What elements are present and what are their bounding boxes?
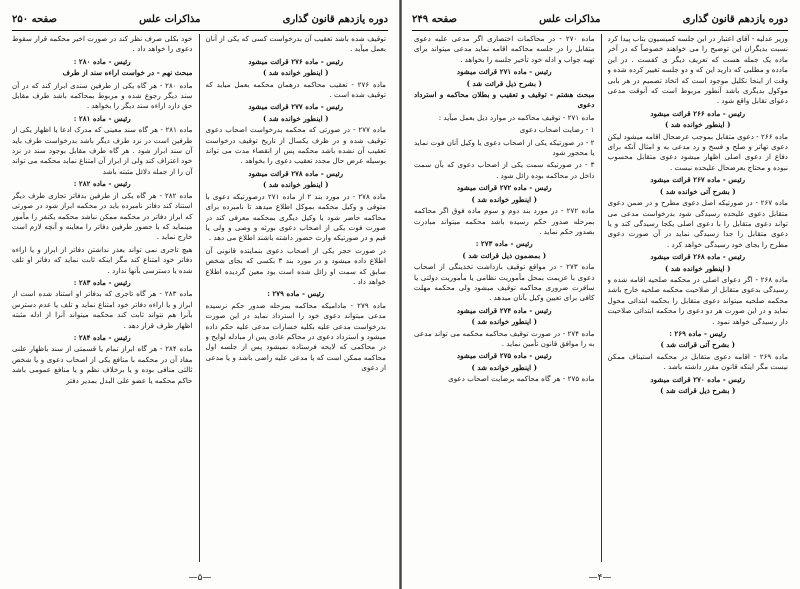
left-page-label: صفحه ۲۵۰	[12, 13, 57, 25]
left-page-header	[12, 8, 388, 31]
right-page-label: صفحه ۲۴۹	[412, 13, 457, 25]
article-paragraph: ماده ۲۸۱ - هر گاه سند معینی که مدرک ادعا یا اظهار یکی از طرفین است در نزد طرف دیگر باشد بدرخواست طرف باید آن سند ابراز شود . هر گاه طرف مقابل بوجود سند در نزد خود اعتراف کند ولی از ابراز آن امتناع نماید محکمه می تواند آن را از جمله دلائل مثبته باشد	[12, 125, 193, 176]
speaker-line: رئیس - ماده ۲۸۱ :	[73, 113, 131, 123]
article-paragraph: ماده ۲۷۴ - در صورت توقیف محاکمه محکمه می تواند مدعی به را موافق قانون تأمین نماید .	[414, 328, 595, 348]
article-paragraph: توقیف شده باشد تعقیب آن بدرخواست کسی که یکی از آنان بعمل میآید .	[205, 34, 386, 54]
left-series-title: مذاکرات علس	[139, 13, 201, 25]
speaker-line: رئیس - ماده ۲۸۴ :	[73, 332, 131, 342]
speaker-line: رئیس - ماده ۲۷۱ قرائت میشود	[456, 67, 552, 77]
article-paragraph: ۱ - رضایت اصحاب دعوی	[519, 125, 595, 135]
left-session-title: دوره یازدهم قانون گذاری	[282, 13, 388, 25]
speaker-line: رئیس - ماده ۲۶۶ قرائت میشود	[650, 108, 746, 118]
right-page-columns	[414, 34, 788, 562]
speaker-line: رئیس - ماده ۲۷۹ :	[267, 289, 325, 299]
speaker-line: رئیس - ماده ۲۶۸ قرائت میشود	[650, 252, 746, 262]
article-paragraph: ماده ۲۶۸ - اگر دعوای اصلی در محکمه صلحیه اقامه شده و رسیدگی بدعوی متقابل از صلاحیت محکمه صلحیه خارج باشد محکمه صلحیه میتواند دعوی متقابل را بحکمه ابتدائی محول نماید و در این صورت هر دو دعوی را محکمه ابتدائی صلاحیت دار رسیدگی خواهد نمود .	[607, 274, 788, 326]
section-heading: مبحث نهم - در خواست اراءه سند از طرف	[62, 68, 193, 78]
article-paragraph: ۳ - در صورتیکه سمت یکی از اصحاب دعوی که بآن سمت داخل در محاکمه بوده زائل شود .	[414, 160, 595, 180]
right-page-number: —۴—	[588, 573, 612, 583]
speaker-line: رئیس - ماده ۲۸۳ :	[73, 277, 131, 287]
speaker-line: ( بشرح ذیل قرائت شد )	[660, 386, 736, 395]
speaker-line: رئیس - ماده ۲۶۷ قرائت میشود	[650, 175, 746, 185]
speaker-line: رئیس - ماده ۲۸۰ :	[73, 56, 131, 66]
left-page-column-right	[206, 34, 387, 562]
article-paragraph: ماده ۲۶۶ - دعوی متقابل بموجب عرضحال اقامه میشود لیکن دعوی تهاتر و صلح و فسخ و رد مدعی به و امثال آنکه برای دفاع از دعوی اصلی اظهار میشود دعوی متقابل محسوب نبوده و محتاج بعرضحال علیحده نیست .	[607, 131, 788, 172]
article-paragraph: ماده ۲۷۷ - در صورتی که محکمه بدرخواست اصحاب دعوی توقیف شده و در ظرف یکسال از تاریخ توقیف درخواست تعقیب آن نشده باشد محکمه پس از انقضاء مدت می تواند بوسیله عرض حال مجدد تعقیب دعوی را بخواهد .	[205, 125, 386, 166]
speaker-line: ( اینطور خوانده شد )	[471, 317, 538, 327]
speaker-line: رئیس - ماده ۲۷۶ قرائت میشود	[248, 56, 344, 66]
article-paragraph: ۲ - در صورتیکه یکی از اصحاب دعوی یا وکیل آنان فوت نماید یا محجور شود	[414, 137, 595, 158]
speaker-line: رئیس - ماده ۲۷۴ قرائت میشود	[456, 305, 552, 315]
speaker-line: ( اینطور خوانده شد )	[262, 113, 329, 123]
article-paragraph: ماده ۲۷۱ - توقیف محاکمه در موارد ذیل بعمل میآید :	[438, 112, 595, 122]
speaker-line: رئیس - ماده ۲۷۲ قرائت میشود	[456, 183, 552, 193]
article-paragraph: خود بکلی صرف نظر کند در صورت اخیر محکمه قرار سقوط دعوی را خواهد داد .	[12, 34, 193, 54]
speaker-line: رئیس - ماده ۲۸۲ :	[73, 179, 131, 189]
speaker-line: رئیس - ماده ۲۷۷ قرائت میشود	[248, 102, 344, 112]
speaker-line: ( بشرح ذیل قرائت شد )	[466, 78, 542, 88]
speaker-line: ( بشرح آتی خوانده شد )	[659, 186, 736, 196]
left-page-number: —۵—	[188, 573, 212, 583]
article-paragraph: ماده ۲۶۷ - در صورتیکه اصل دعوی مطرح و در ضمن دعوی متقابل دعوی علیحده رسیدگی شود بدرخواست مدعی می تواند دعوی متقابل را با دعوی اصلی یکجا رسیدگی کند و یا دعوی متقابل را جدا رسیدگی نماید در آن صورت دعوی مطرح را بجای خود رسیدگی خواهد کرد .	[607, 198, 788, 249]
speaker-line: رئیس - ماده ۲۷۳ :	[475, 239, 533, 249]
column-divider	[199, 34, 200, 562]
article-paragraph: در صورت حجر یکی از اصحاب دعوی بنماینده قانونی آن اطلاع داده میشود و در مورد بند ۳ بکسی که بجای شخص سابق که سمت او زائل شده است بود معین گردیده اطلاع خواهد داد .	[205, 245, 386, 286]
speaker-line: ( بمضمون ذیل قرائت شد )	[462, 250, 547, 260]
column-divider	[601, 34, 602, 562]
right-page-column-left	[414, 34, 595, 562]
article-paragraph: ماده ۲۸۳ - هر گاه تاجری که بدفاتر او استناد شده است از ابراز و یا اراءه دفاتر خود امتناع نماید و تلف یا عدم دسترس بآنرا هم نتواند ثابت کند محکمه میتواند آنرا از ادله مثبته اظهار طرف قرار دهد .	[12, 289, 193, 330]
speaker-line: ( اینطور خوانده شد )	[664, 263, 731, 273]
article-paragraph: وزیر عدلیه - آقای اعتبار در این جلسه کمیسیون بتاب پیدا کرد نسبت بدیگران این توضیح را می خواهند خصوصاً که در آخر ماده یک جمله هست که تعریف دیگر ی کفست . در این مادده و مطلبی که دارید این که و دو جلسه تغییر کرده شده و وقت از اینجا نکلیل موجود است که اتخاذ تصمیم در هر بابی موکول بدیگری باشد آنطور مربوط است که آنوقت مدعی دعوای تقابل واقع شود .	[607, 34, 788, 106]
speaker-line: ( اینطور خوانده شد )	[262, 180, 329, 190]
article-paragraph: ماده ۲۶۹ - اقامه دعوی متقابل در محکمه استیناف ممکن نیست مگر اینکه قانون مقرر داشته باشد .	[607, 351, 788, 372]
speaker-line: ( اینطور خوانده شد )	[471, 362, 538, 372]
speaker-line: رئیس - ماده ۲۶۹ :	[669, 328, 727, 338]
right-series-title: مذاکرات علس	[539, 13, 601, 25]
left-page-column-left	[12, 34, 193, 562]
speaker-line: ( اینطور خوانده شد )	[471, 194, 538, 204]
article-paragraph: ماده ۲۸۴ - هر گاه ابراز تمام یا قسمتی از سند باظهار علنی مفاد آن در محکمه با منافع یکی از اصحاب دعوی و یا شخص ثالثی منافی بوده و یا برخلاف نظم و یا منافع عمومی باشد حاکم محکمه یا عضو علی البدل بمدیر دفتر	[12, 344, 193, 385]
speaker-line: ( اینطور خوانده شد )	[664, 120, 731, 130]
article-paragraph: ماده ۲۷۹ - مادامیکه محاکمه بمرحله صدور حکم نرسیده مدعی میتواند دعوی خود را استرداد نماید در این صورت بدرخواست مدعی علیه بکلیه خسارات مدعی علیه حکم داده میشود و استرداد دعوی در محاکم عادی پس از مبادله لوایح و در محاکمی که لایحه فرستاده نمیشود پس از جلسه اول محاکمه ممکن است که یا مدعی علیه راضی باشد و یا مدعی از دعوی	[205, 300, 386, 373]
article-paragraph: ماده ۲۷۳ - در مواقع توقیف بازداشت تخذینگی از اصحاب دعوی با عزیمت بمحل مأموریت نظامی یا مأموریت دولتی یا سافرت ضروری محاکمه توقیف میشود ولی محکمه مهلت کافی برای تعیین وکیل بآنان میدهد .	[414, 262, 595, 303]
speaker-line: رئیس - ماده ۲۷۵ قرائت میشود	[456, 351, 552, 361]
article-paragraph: ماده ۲۸۰ - هر گاه یکی از طرفین سندی ابراز کند که در آن سند دیگر رجوع شده و مربوط بمحاکمه باشد طرف مقابل حق دارد اراءه سند دیگر را بخواهد .	[12, 80, 193, 111]
article-paragraph: ماده ۲۷۵ - هر گاه محاکمه برضایت اصحاب دعوی	[448, 374, 595, 384]
article-paragraph: هیچ تاجری نمی تواند بعذر نداشتن دفاتر از ابراز و یا اراءه دفاتر خود امتناع کند مگر اینکه ثابت نماید که دفاتر او تلف شده یا دسترسی بآنها ندارد .	[12, 244, 193, 275]
article-paragraph: ماده ۲۷۸ - در مورد بند ۲ از ماده ۲۷۱ درصورتیکه دعوی با متوفی و وکیل محکمه بموکل اطلاع میدهد تا نامبرده برای محاکمه حاضر شود یا وکیل دیگری بمحکمه معرفی کند در صورت فوت یکی از اصحاب دعوی بورثه و وصی و ولی یا قیم و در صورتیکه وارث حضور داشته باشند اطلاع می دهد .	[205, 191, 386, 243]
speaker-line: رئیس - ماده ۲۷۸ قرائت میشود	[248, 168, 344, 178]
right-page-header	[412, 8, 788, 31]
article-paragraph: ماده ۲۸۲ - هر گاه یکی از طرفین بدفاتر تجاری طرف دیگر استناد کند دفاتر نامبرده باید در محکمه ابراز شود در صورتی که ابراز دفاتر در محکمه ممکن نباشد محکمه یکنفر را مأمور مینماید که با حضور طرفین دفاتر را معاینه و آنچه لازم است خارج نماید .	[12, 190, 193, 242]
section-heading: مبحث هشتم - توقیف و تعقیب و بطلان محاکمه و استرداد دعوی	[414, 90, 595, 110]
right-page	[400, 0, 800, 589]
article-paragraph: ماده ۲۷۰ - در محاکمات اختصاری اگر مدعی علیه دعوی متقابل را در جلسه محاکمه اقامه نماید مدعی میتواند برای تهیه جواب و ادله خود تأخیر جلسه را بخواهد .	[414, 34, 595, 64]
article-paragraph: ماده ۲۷۲ - در مورد بند دوم و سوم ماده فوق اگر محاکمه بمرحله صدور حکم رسیده باشد محکمه میتواند مبادرت بصدور حکم نماید .	[414, 206, 595, 236]
speaker-line: رئیس - ماده ۲۷۰ قرائت میشود	[650, 374, 746, 384]
right-page-column-right	[608, 34, 789, 562]
left-page-columns	[12, 34, 386, 562]
article-paragraph: ماده ۲۷۶ - تعقیب محاکمه درهمان محکمه بعمل میاید که توقیف شده است .	[205, 79, 386, 100]
speaker-line: ( اینطور خوانده شد )	[262, 68, 329, 78]
right-session-title: دوره یازدهم قانون گذاری	[682, 13, 788, 25]
speaker-line: ( بشرح آتی قرائت شد )	[660, 340, 736, 350]
